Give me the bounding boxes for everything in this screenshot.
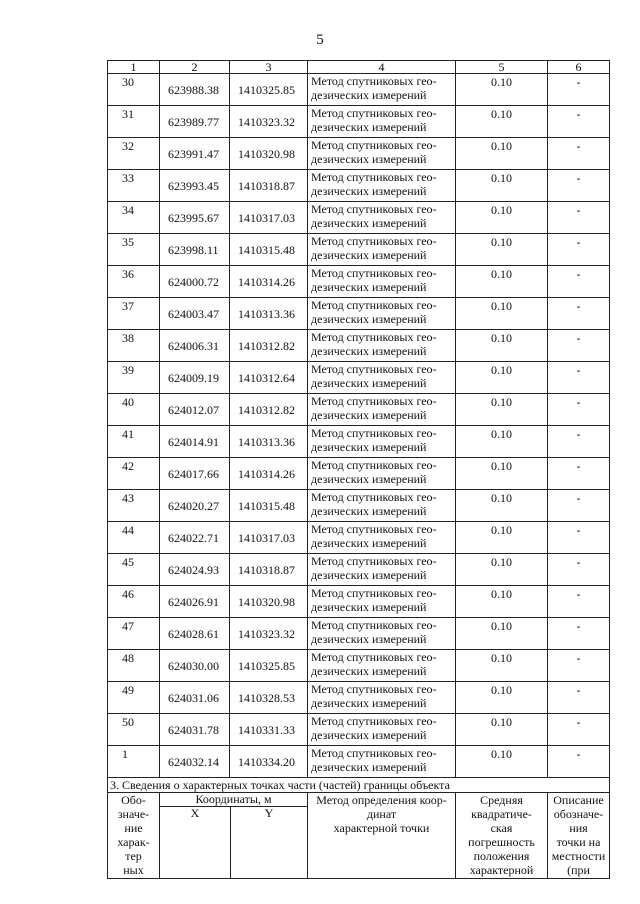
method-line-2: дезических измерений	[311, 504, 427, 518]
y-coordinate: 1410317.03	[230, 522, 308, 554]
method-line-1: Метод спутниковых гео-	[311, 618, 437, 632]
table-row	[108, 234, 610, 266]
error-value: 0.10	[456, 490, 548, 522]
method-line-2: дезических измерений	[311, 632, 427, 646]
error-value: 0.10	[456, 714, 548, 746]
point-number: 32	[108, 138, 160, 170]
method-cell	[308, 330, 456, 362]
method-cell	[308, 362, 456, 394]
x-coordinate: 624020.27	[160, 490, 230, 522]
method-line-1: Метод спутниковых гео-	[311, 330, 437, 344]
point-number: 30	[108, 74, 160, 106]
x-coordinate: 624024.93	[160, 554, 230, 586]
method-cell	[308, 202, 456, 234]
column-number-header	[108, 61, 610, 74]
x-coordinate: 624014.91	[160, 426, 230, 458]
x-coordinate: 624012.07	[160, 394, 230, 426]
method-line-1: Метод спутниковых гео-	[311, 746, 437, 760]
description-value: -	[548, 170, 610, 202]
description-value: -	[548, 202, 610, 234]
error-value: 0.10	[456, 106, 548, 138]
table-row	[108, 586, 610, 618]
x-coordinate: 624022.71	[160, 522, 230, 554]
point-number: 36	[108, 266, 160, 298]
method-line-1: Метод спутниковых гео-	[311, 554, 437, 568]
error-value: 0.10	[456, 362, 548, 394]
error-value: 0.10	[456, 682, 548, 714]
table-row	[108, 138, 610, 170]
y-coordinate: 1410313.36	[230, 426, 308, 458]
method-line-1: Метод спутниковых гео-	[311, 138, 437, 152]
description-value: -	[548, 266, 610, 298]
error-value: 0.10	[456, 234, 548, 266]
x-coordinate: 623991.47	[160, 138, 230, 170]
page-number: 5	[316, 32, 324, 48]
method-header: Метод определения коор- динат характерной точки	[308, 793, 456, 879]
y-coordinate: 1410312.82	[230, 394, 308, 426]
method-cell	[308, 138, 456, 170]
table-row	[108, 522, 610, 554]
method-line-2: дезических измерений	[311, 760, 427, 774]
x-coordinate: 624031.06	[160, 682, 230, 714]
error-value: 0.10	[456, 554, 548, 586]
method-line-2: дезических измерений	[311, 216, 427, 230]
error-value: 0.10	[456, 426, 548, 458]
table-row	[108, 74, 610, 106]
point-number: 35	[108, 234, 160, 266]
table-row	[108, 202, 610, 234]
header-col-1: 1	[108, 61, 160, 74]
method-line-2: дезических измерений	[311, 280, 427, 294]
table-row	[108, 266, 610, 298]
method-cell	[308, 586, 456, 618]
description-value: -	[548, 490, 610, 522]
x-coordinate: 623989.77	[160, 106, 230, 138]
method-line-1: Метод спутниковых гео-	[311, 266, 437, 280]
method-cell	[308, 618, 456, 650]
method-line-1: Метод спутниковых гео-	[311, 490, 437, 504]
error-value: 0.10	[456, 170, 548, 202]
table-row	[108, 170, 610, 202]
method-cell	[308, 714, 456, 746]
section-3-title: 3. Сведения о характерных точках части (частей) границы объекта	[108, 778, 610, 793]
x-coordinate: 624003.47	[160, 298, 230, 330]
table-row	[108, 618, 610, 650]
y-coordinate: 1410312.64	[230, 362, 308, 394]
x-coordinate: 623993.45	[160, 170, 230, 202]
table-row	[108, 426, 610, 458]
table-row	[108, 394, 610, 426]
description-value: -	[548, 330, 610, 362]
method-line-2: дезических измерений	[311, 88, 427, 102]
point-number: 40	[108, 394, 160, 426]
x-coordinate: 624031.78	[160, 714, 230, 746]
method-cell	[308, 746, 456, 778]
x-coordinate: 623995.67	[160, 202, 230, 234]
section-3-title-row	[108, 778, 610, 793]
method-line-1: Метод спутниковых гео-	[311, 714, 437, 728]
method-line-2: дезических измерений	[311, 184, 427, 198]
point-number: 31	[108, 106, 160, 138]
method-cell	[308, 650, 456, 682]
error-value: 0.10	[456, 394, 548, 426]
x-coordinate: 624032.14	[160, 746, 230, 778]
table-row	[108, 682, 610, 714]
description-header: Описание обозначе- ния точки на местности (при	[548, 793, 610, 879]
method-cell	[308, 682, 456, 714]
y-coordinate: 1410314.26	[230, 266, 308, 298]
x-coordinate: 624028.61	[160, 618, 230, 650]
y-coordinate: 1410328.53	[230, 682, 308, 714]
header-col-2: 2	[160, 61, 230, 74]
x-coordinate: 624006.31	[160, 330, 230, 362]
method-line-1: Метод спутниковых гео-	[311, 202, 437, 216]
method-line-1: Метод спутниковых гео-	[311, 362, 437, 376]
point-number: 38	[108, 330, 160, 362]
y-coordinate: 1410325.85	[230, 74, 308, 106]
x-coordinate: 623988.38	[160, 74, 230, 106]
point-number: 49	[108, 682, 160, 714]
coordinates-title: Координаты, м	[160, 793, 307, 807]
description-value: -	[548, 746, 610, 778]
y-coordinate: 1410317.03	[230, 202, 308, 234]
designation-header: Обо- значе- ние харак- тер ных	[108, 793, 160, 879]
description-value: -	[548, 298, 610, 330]
x-coordinate: 624017.66	[160, 458, 230, 490]
description-value: -	[548, 394, 610, 426]
method-cell	[308, 394, 456, 426]
header-col-5: 5	[456, 61, 548, 74]
table-row	[108, 458, 610, 490]
method-line-1: Метод спутниковых гео-	[311, 106, 437, 120]
method-line-1: Метод спутниковых гео-	[311, 394, 437, 408]
method-line-1: Метод спутниковых гео-	[311, 426, 437, 440]
error-value: 0.10	[456, 202, 548, 234]
header-col-4: 4	[308, 61, 456, 74]
point-number: 1	[108, 746, 160, 778]
method-cell	[308, 170, 456, 202]
y-coordinate: 1410312.82	[230, 330, 308, 362]
header-col-3: 3	[230, 61, 308, 74]
y-coordinate: 1410334.20	[230, 746, 308, 778]
y-coordinate: 1410320.98	[230, 138, 308, 170]
y-coordinate: 1410331.33	[230, 714, 308, 746]
description-value: -	[548, 106, 610, 138]
point-number: 47	[108, 618, 160, 650]
x-coordinate: 623998.11	[160, 234, 230, 266]
y-coordinate: 1410315.48	[230, 234, 308, 266]
error-value: 0.10	[456, 138, 548, 170]
method-cell	[308, 522, 456, 554]
method-line-2: дезических измерений	[311, 600, 427, 614]
section-3-header-row	[108, 793, 610, 879]
method-line-2: дезических измерений	[311, 312, 427, 326]
description-value: -	[548, 458, 610, 490]
description-value: -	[548, 682, 610, 714]
method-line-2: дезических измерений	[311, 152, 427, 166]
error-value: 0.10	[456, 650, 548, 682]
method-line-2: дезических измерений	[311, 248, 427, 262]
table-row	[108, 298, 610, 330]
error-value: 0.10	[456, 458, 548, 490]
x-label: X	[160, 807, 231, 878]
table-row	[108, 490, 610, 522]
method-line-1: Метод спутниковых гео-	[311, 74, 437, 88]
table-row	[108, 746, 610, 778]
error-value: 0.10	[456, 266, 548, 298]
table-row	[108, 106, 610, 138]
error-header: Средняя квадратиче- ская погрешность положения характерной	[456, 793, 548, 879]
method-cell	[308, 74, 456, 106]
coordinates-header	[160, 793, 308, 879]
method-line-2: дезических измерений	[311, 664, 427, 678]
error-value: 0.10	[456, 522, 548, 554]
table-row	[108, 650, 610, 682]
method-line-1: Метод спутниковых гео-	[311, 586, 437, 600]
method-line-2: дезических измерений	[311, 440, 427, 454]
description-value: -	[548, 74, 610, 106]
method-cell	[308, 298, 456, 330]
method-line-2: дезических измерений	[311, 696, 427, 710]
error-value: 0.10	[456, 618, 548, 650]
y-coordinate: 1410313.36	[230, 298, 308, 330]
y-label: Y	[264, 806, 274, 820]
y-coordinate: 1410320.98	[230, 586, 308, 618]
method-line-1: Метод спутниковых гео-	[311, 458, 437, 472]
method-line-1: Метод спутниковых гео-	[311, 234, 437, 248]
method-line-1: Метод спутниковых гео-	[311, 170, 437, 184]
description-value: -	[548, 586, 610, 618]
method-cell	[308, 266, 456, 298]
method-line-1: Метод спутниковых гео-	[311, 522, 437, 536]
description-value: -	[548, 234, 610, 266]
method-line-2: дезических измерений	[311, 344, 427, 358]
point-number: 43	[108, 490, 160, 522]
method-cell	[308, 106, 456, 138]
method-line-2: дезических измерений	[311, 120, 427, 134]
point-number: 33	[108, 170, 160, 202]
table-row	[108, 330, 610, 362]
point-number: 39	[108, 362, 160, 394]
table-row	[108, 362, 610, 394]
method-line-2: дезических измерений	[311, 536, 427, 550]
method-line-1: Метод спутниковых гео-	[311, 650, 437, 664]
method-cell	[308, 458, 456, 490]
point-number: 34	[108, 202, 160, 234]
header-col-6: 6	[548, 61, 610, 74]
method-line-2: дезических измерений	[311, 568, 427, 582]
x-coordinate: 624000.72	[160, 266, 230, 298]
table-row	[108, 554, 610, 586]
description-value: -	[548, 554, 610, 586]
y-coordinate: 1410315.48	[230, 490, 308, 522]
method-line-2: дезических измерений	[311, 376, 427, 390]
method-line-2: дезических измерений	[311, 728, 427, 742]
error-value: 0.10	[456, 74, 548, 106]
description-value: -	[548, 426, 610, 458]
method-line-2: дезических измерений	[311, 408, 427, 422]
description-value: -	[548, 714, 610, 746]
description-value: -	[548, 522, 610, 554]
coordinates-table	[107, 60, 610, 879]
point-number: 50	[108, 714, 160, 746]
method-line-1: Метод спутниковых гео-	[311, 298, 437, 312]
method-cell	[308, 234, 456, 266]
description-value: -	[548, 650, 610, 682]
point-number: 48	[108, 650, 160, 682]
y-coordinate: 1410323.32	[230, 618, 308, 650]
point-number: 42	[108, 458, 160, 490]
point-number: 46	[108, 586, 160, 618]
method-cell	[308, 554, 456, 586]
y-coordinate: 1410314.26	[230, 458, 308, 490]
point-number: 37	[108, 298, 160, 330]
error-value: 0.10	[456, 586, 548, 618]
error-value: 0.10	[456, 298, 548, 330]
description-value: -	[548, 362, 610, 394]
error-value: 0.10	[456, 746, 548, 778]
description-value: -	[548, 618, 610, 650]
method-line-2: дезических измерений	[311, 472, 427, 486]
y-coordinate: 1410323.32	[230, 106, 308, 138]
point-number: 41	[108, 426, 160, 458]
y-coordinate: 1410318.87	[230, 554, 308, 586]
error-value: 0.10	[456, 330, 548, 362]
method-cell	[308, 426, 456, 458]
point-number: 45	[108, 554, 160, 586]
table-row	[108, 714, 610, 746]
y-coordinate: 1410325.85	[230, 650, 308, 682]
x-coordinate: 624026.91	[160, 586, 230, 618]
point-number: 44	[108, 522, 160, 554]
method-line-1: Метод спутниковых гео-	[311, 682, 437, 696]
y-coordinate: 1410318.87	[230, 170, 308, 202]
x-coordinate: 624030.00	[160, 650, 230, 682]
x-coordinate: 624009.19	[160, 362, 230, 394]
description-value: -	[548, 138, 610, 170]
method-cell	[308, 490, 456, 522]
